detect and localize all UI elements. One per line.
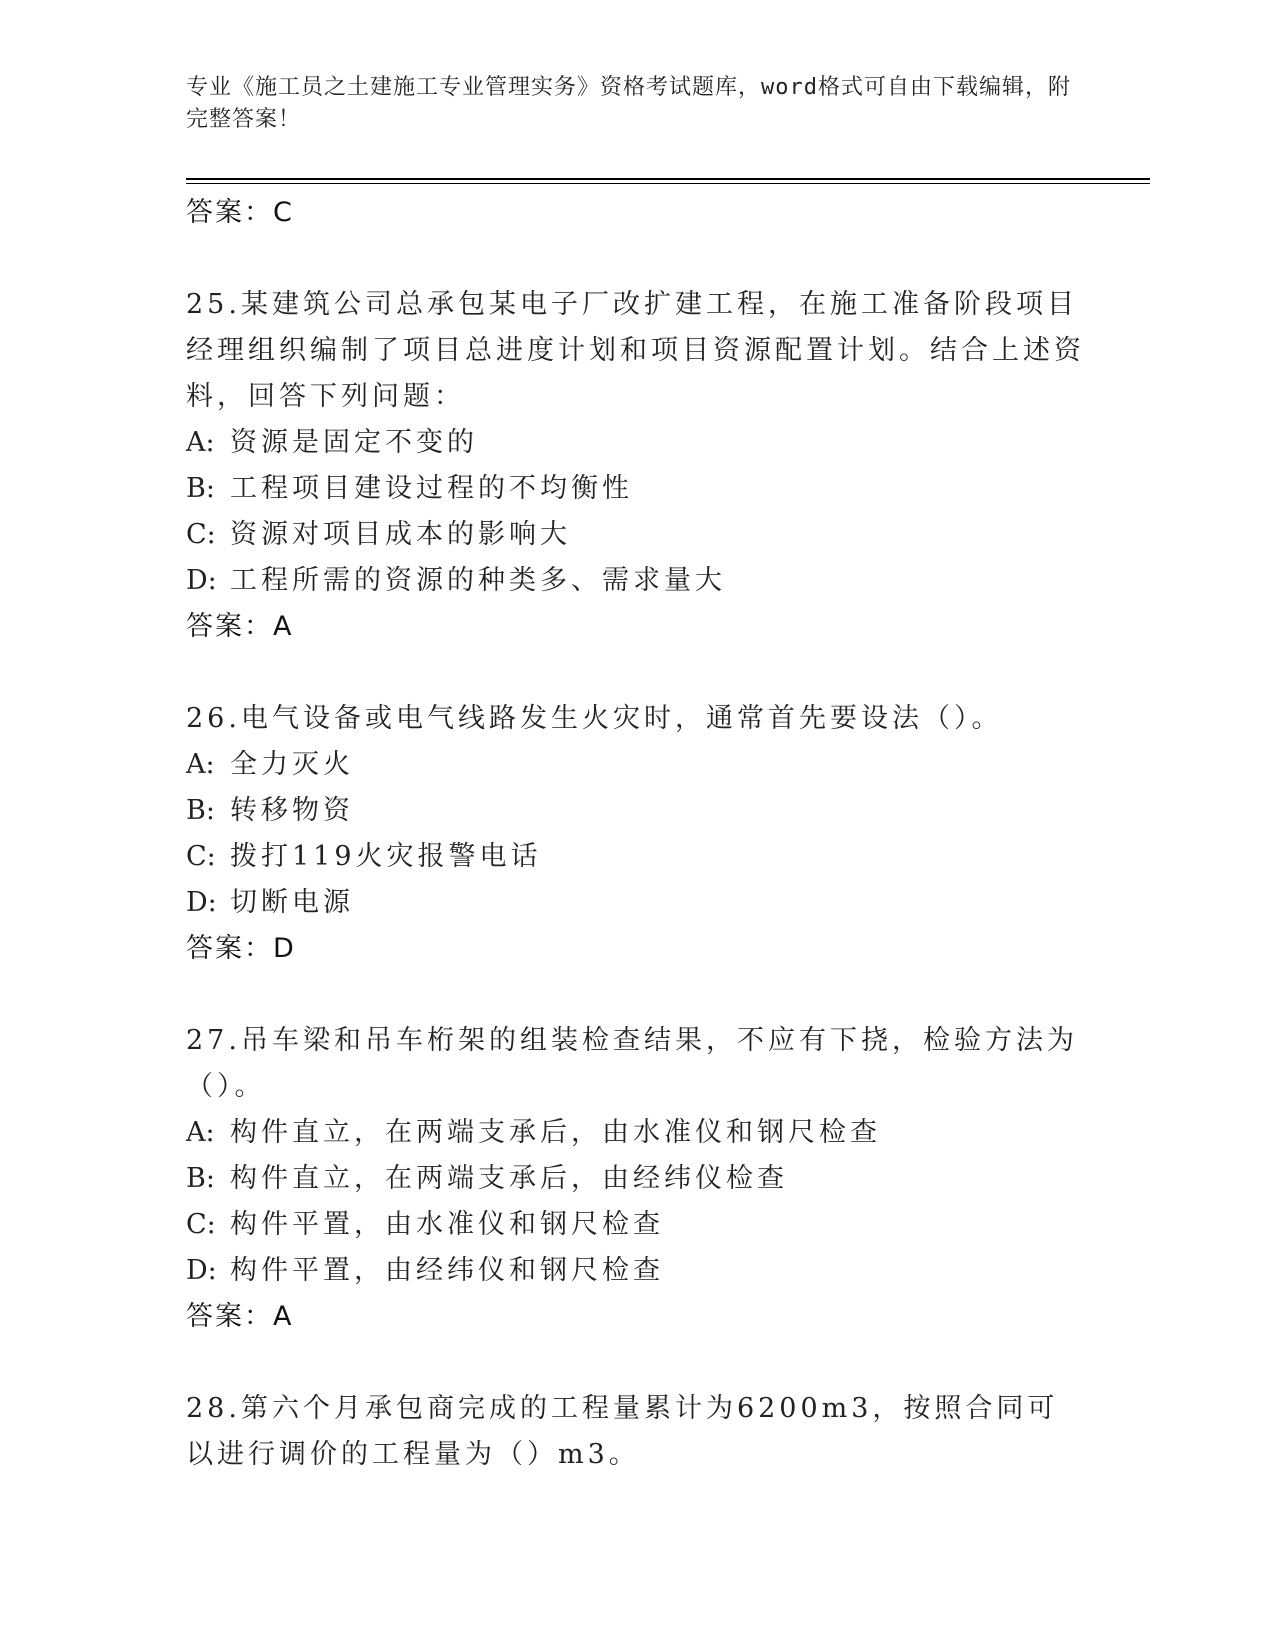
option-b	[186, 1156, 1086, 1202]
option-letter: A:	[186, 1117, 215, 1148]
option-a	[186, 1110, 1086, 1156]
spacer	[186, 1340, 1086, 1386]
option-b	[186, 466, 1086, 512]
option-text: 工程项目建设过程的不均衡性	[230, 473, 633, 504]
option-letter: A:	[186, 427, 215, 458]
option-letter: B:	[186, 1163, 215, 1194]
page-header: 专业《施工员之土建施工专业管理实务》资格考试题库，word格式可自由下载编辑，附完整答案！	[186, 75, 1071, 132]
option-letter: C:	[186, 1209, 216, 1240]
question-26	[186, 696, 1086, 972]
answer-line: 答案：A	[186, 611, 294, 642]
question-stem: 25.某建筑公司总承包某电子厂改扩建工程，在施工准备阶段项目经理组织编制了项目总进度计划和项目资源配置计划。结合上述资料，回答下列问题：	[186, 289, 1085, 412]
question-25	[186, 282, 1086, 650]
option-letter: D:	[186, 565, 217, 596]
option-text: 转移物资	[230, 795, 354, 826]
answer-line: 答案：A	[186, 1301, 294, 1332]
option-b	[186, 788, 1086, 834]
answer-line: 答案：D	[186, 933, 296, 964]
spacer	[186, 236, 1086, 282]
option-d	[186, 880, 1086, 926]
option-text: 切断电源	[230, 887, 354, 918]
option-letter: C:	[186, 519, 216, 550]
option-letter: B:	[186, 473, 215, 504]
option-text: 构件直立，在两端支承后，由水准仪和钢尺检查	[230, 1117, 881, 1148]
option-a	[186, 420, 1086, 466]
option-text: 资源对项目成本的影响大	[230, 519, 571, 550]
spacer	[186, 650, 1086, 696]
option-a	[186, 742, 1086, 788]
header-rule-thick	[186, 178, 1150, 180]
option-letter: A:	[186, 749, 215, 780]
option-d	[186, 558, 1086, 604]
previous-answer: 答案：C	[186, 197, 294, 228]
question-27	[186, 1018, 1086, 1340]
option-letter: D:	[186, 1255, 217, 1286]
question-stem: 26.电气设备或电气线路发生火灾时，通常首先要设法（）。	[186, 703, 1003, 734]
option-text: 拨打119火灾报警电话	[230, 841, 542, 872]
header-rule-thin	[186, 183, 1150, 184]
option-text: 构件平置，由经纬仪和钢尺检查	[230, 1255, 664, 1286]
option-d	[186, 1248, 1086, 1294]
option-text: 资源是固定不变的	[230, 427, 478, 458]
option-letter: B:	[186, 795, 215, 826]
question-stem: 27.吊车梁和吊车桁架的组装检查结果，不应有下挠，检验方法为（）。	[186, 1025, 1078, 1102]
question-list	[186, 190, 1086, 1478]
option-text: 工程所需的资源的种类多、需求量大	[230, 565, 726, 596]
option-text: 全力灭火	[230, 749, 354, 780]
option-c	[186, 1202, 1086, 1248]
option-text: 构件直立，在两端支承后，由经纬仪检查	[230, 1163, 788, 1194]
option-text: 构件平置，由水准仪和钢尺检查	[230, 1209, 664, 1240]
option-letter: D:	[186, 887, 217, 918]
option-c	[186, 834, 1086, 880]
option-c	[186, 512, 1086, 558]
option-letter: C:	[186, 841, 216, 872]
spacer	[186, 972, 1086, 1018]
question-28	[186, 1386, 1086, 1478]
question-stem: 28.第六个月承包商完成的工程量累计为6200m3，按照合同可以进行调价的工程量为（）m3。	[186, 1393, 1059, 1470]
